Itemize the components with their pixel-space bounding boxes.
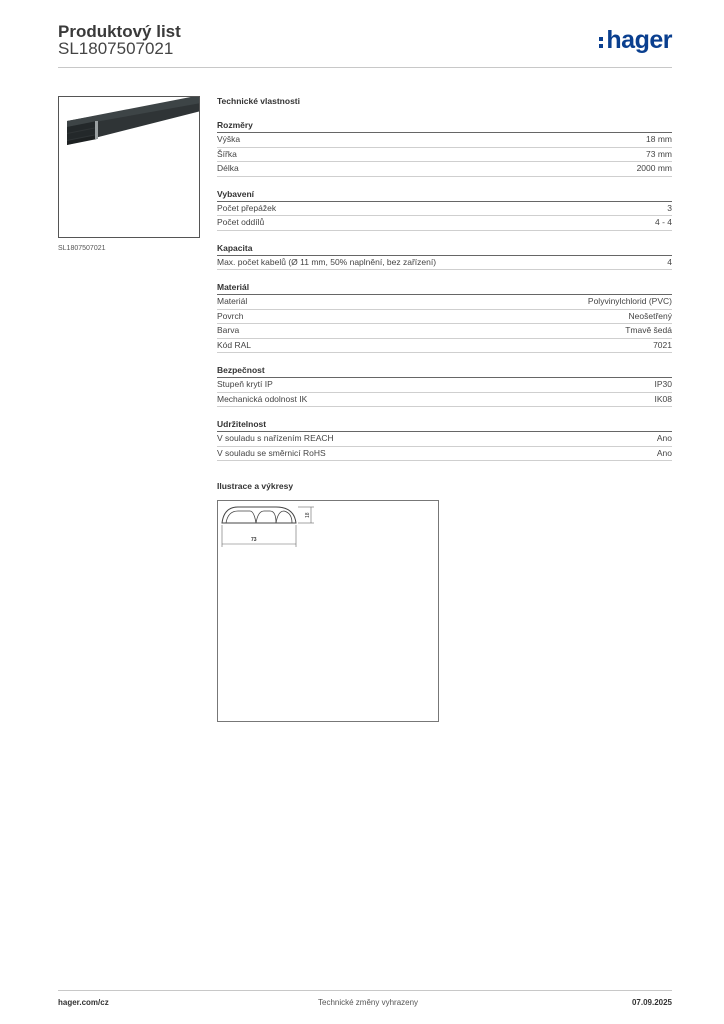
spec-value: Ano (656, 447, 672, 458)
specs-title: Technické vlastnosti (217, 96, 300, 106)
product-reference: SL1807507021 (58, 39, 174, 58)
spec-row (217, 256, 672, 271)
spec-label: Materiál (217, 296, 248, 306)
spec-value: Polyvinylchlorid (PVC) (587, 296, 672, 306)
spec-value: 4 (667, 256, 672, 267)
spec-value: 3 (667, 202, 672, 213)
spec-value: 18 mm (646, 134, 672, 144)
spec-row (217, 432, 672, 447)
spec-group-equipment (217, 188, 672, 231)
spec-value: Neošetřený (628, 310, 672, 321)
spec-value: 7021 (653, 339, 672, 350)
illustrations-title: Ilustrace a výkresy (217, 481, 294, 491)
spec-group-safety (217, 364, 672, 407)
spec-group-heading: Bezpečnost (217, 364, 672, 378)
hager-logo[interactable] (599, 26, 672, 55)
spec-value: Tmavě šedá (625, 325, 672, 335)
technical-specs (217, 95, 672, 472)
spec-row (217, 202, 672, 217)
spec-group-heading: Udržitelnost (217, 418, 672, 432)
spec-label: Počet oddílů (217, 217, 265, 227)
spec-label: Stupeň krytí IP (217, 379, 273, 389)
spec-group-heading: Vybavení (217, 188, 672, 202)
spec-value: Ano (656, 433, 672, 443)
spec-group-heading: Materiál (217, 281, 672, 295)
spec-row (217, 216, 672, 231)
spec-group-material (217, 281, 672, 353)
page-title: Produktový list (58, 22, 181, 41)
spec-label: V souladu s nařízením REACH (217, 433, 334, 443)
technical-drawing (217, 500, 439, 722)
spec-label: Povrch (217, 310, 244, 321)
spec-label: Délka (217, 163, 239, 173)
spec-label: Barva (217, 325, 240, 335)
spec-value: 2000 mm (636, 163, 672, 173)
dimension-width-label: 73 (251, 537, 257, 543)
spec-group-heading: Kapacita (217, 242, 672, 256)
spec-row (217, 162, 672, 177)
spec-label: Kód RAL (217, 339, 252, 350)
product-photo (58, 96, 200, 238)
spec-row (217, 339, 672, 354)
spec-value: IP30 (654, 379, 672, 389)
spec-group-heading: Rozměry (217, 119, 672, 133)
footer-website-link[interactable]: hager.com/cz (58, 998, 109, 1007)
spec-label: Výška (217, 134, 241, 144)
spec-row (217, 133, 672, 148)
spec-label: Šířka (217, 148, 237, 159)
header-divider (58, 67, 672, 68)
spec-group-sustainability (217, 418, 672, 461)
photo-caption: SL1807507021 (58, 245, 106, 252)
spec-label: Max. počet kabelů (Ø 11 mm, 50% naplnění, bez zařízení) (217, 256, 437, 267)
spec-row (217, 393, 672, 408)
spec-label: V souladu se směrnicí RoHS (217, 447, 326, 458)
footer-date: 07.09.2025 (631, 998, 672, 1007)
spec-row (217, 447, 672, 462)
spec-value: 73 mm (646, 148, 672, 159)
logo-mark-icon (599, 32, 604, 48)
spec-group-capacity (217, 242, 672, 271)
spec-label: Mechanická odolnost IK (217, 393, 308, 404)
logo-text: hager (606, 26, 672, 54)
dimension-height-label: 18 (305, 512, 311, 518)
spec-group-dimensions (217, 119, 672, 177)
footer-disclaimer: Technické změny vyhrazeny (318, 998, 419, 1007)
spec-row (217, 295, 672, 310)
spec-value: IK08 (654, 393, 672, 404)
footer-divider (58, 990, 672, 991)
spec-row (217, 378, 672, 393)
spec-row (217, 324, 672, 339)
spec-row (217, 310, 672, 325)
spec-row (217, 148, 672, 163)
spec-label: Počet přepážek (217, 202, 277, 213)
spec-value: 4 - 4 (654, 217, 672, 227)
